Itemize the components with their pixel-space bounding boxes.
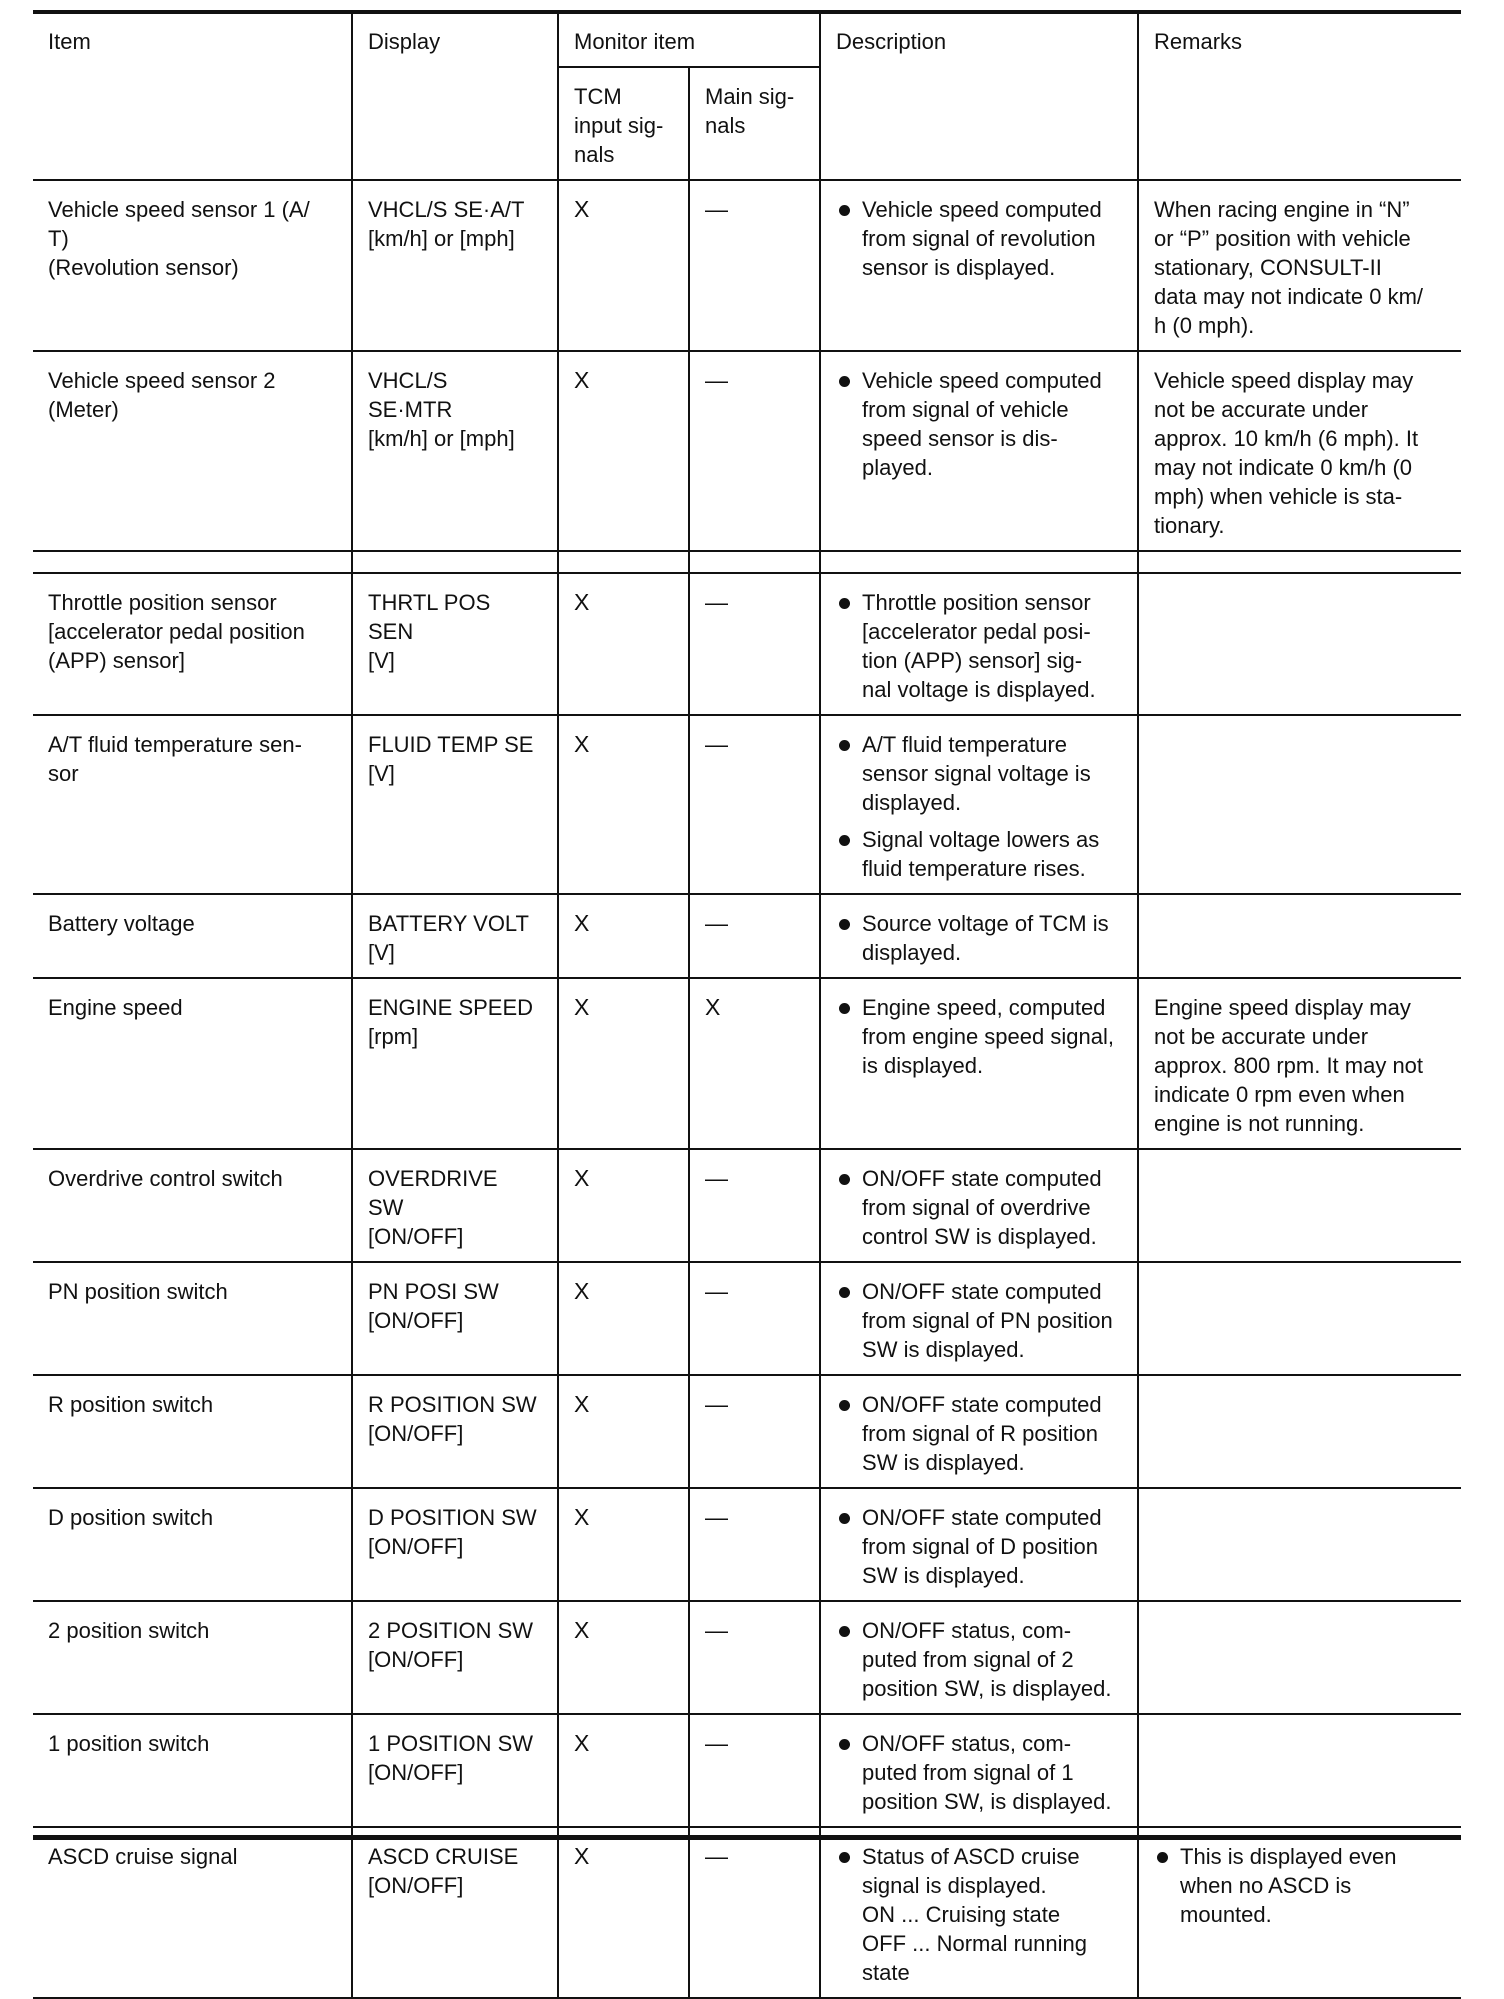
tcm-input-value: X bbox=[574, 1504, 590, 1530]
tcm-input-mark bbox=[558, 1375, 689, 1488]
main-signal-value: — bbox=[705, 589, 728, 615]
remarks-cell: When racing engine in “N” or “P” position with vehicle stationary, CONSULT-II data may not indicate 0 km/ h (0 mph). bbox=[1138, 180, 1461, 351]
item-cell: ASCD cruise signal bbox=[33, 1827, 352, 1998]
header-remarks: Remarks bbox=[1138, 13, 1461, 180]
table-row bbox=[33, 1714, 1461, 1827]
table-row bbox=[33, 1827, 1461, 1998]
main-signal-mark bbox=[689, 573, 820, 715]
item-cell: 2 position switch bbox=[33, 1601, 352, 1714]
remarks-cell bbox=[1138, 715, 1461, 894]
table-header bbox=[33, 13, 1461, 180]
main-signal-mark bbox=[689, 1375, 820, 1488]
display-cell: R POSITION SW [ON/OFF] bbox=[352, 1375, 558, 1488]
description-bullet: ON/OFF state computed from signal of PN position SW is displayed. bbox=[836, 1277, 1123, 1364]
description-cell bbox=[820, 1262, 1138, 1375]
description-cell bbox=[820, 1375, 1138, 1488]
tcm-input-value: X bbox=[574, 196, 590, 222]
tcm-input-value: X bbox=[574, 910, 590, 936]
display-cell: VHCL/S SE·A/T [km/h] or [mph] bbox=[352, 180, 558, 351]
tcm-input-value: X bbox=[574, 1617, 590, 1643]
remarks-cell bbox=[1138, 1601, 1461, 1714]
item-cell: D position switch bbox=[33, 1488, 352, 1601]
display-cell: OVERDRIVE SW [ON/OFF] bbox=[352, 1149, 558, 1262]
item-cell: Vehicle speed sensor 2 (Meter) bbox=[33, 351, 352, 551]
header-main-signals: Main sig- nals bbox=[689, 67, 820, 180]
tcm-input-mark bbox=[558, 1601, 689, 1714]
main-signal-mark bbox=[689, 1714, 820, 1827]
header-display: Display bbox=[352, 13, 558, 180]
tcm-input-mark bbox=[558, 1488, 689, 1601]
description-cell bbox=[820, 894, 1138, 978]
main-signal-value: — bbox=[705, 1165, 728, 1191]
main-signal-value: — bbox=[705, 367, 728, 393]
main-signal-mark bbox=[689, 180, 820, 351]
main-signal-value: — bbox=[705, 1278, 728, 1304]
tcm-input-value: X bbox=[574, 1730, 590, 1756]
item-cell: R position switch bbox=[33, 1375, 352, 1488]
remarks-cell bbox=[1138, 1488, 1461, 1601]
table-row bbox=[33, 180, 1461, 351]
tcm-input-mark bbox=[558, 894, 689, 978]
description-cell bbox=[820, 573, 1138, 715]
table-row bbox=[33, 1488, 1461, 1601]
description-bullet: Engine speed, computed from engine speed signal, is displayed. bbox=[836, 993, 1123, 1080]
main-signal-value: — bbox=[705, 1504, 728, 1530]
description-list bbox=[836, 195, 1123, 282]
item-cell: PN position switch bbox=[33, 1262, 352, 1375]
main-signal-mark bbox=[689, 1262, 820, 1375]
description-list bbox=[836, 730, 1123, 883]
table-row bbox=[33, 978, 1461, 1149]
tcm-input-mark bbox=[558, 573, 689, 715]
main-signal-value: — bbox=[705, 196, 728, 222]
description-cell bbox=[820, 1149, 1138, 1262]
item-cell: Overdrive control switch bbox=[33, 1149, 352, 1262]
remarks-list bbox=[1154, 1842, 1447, 1929]
display-cell: D POSITION SW [ON/OFF] bbox=[352, 1488, 558, 1601]
table-row bbox=[33, 1149, 1461, 1262]
header-item: Item bbox=[33, 13, 352, 180]
tcm-input-value: X bbox=[574, 1278, 590, 1304]
description-bullet: Source voltage of TCM is displayed. bbox=[836, 909, 1123, 967]
description-list bbox=[836, 909, 1123, 967]
description-list bbox=[836, 1503, 1123, 1590]
description-cell bbox=[820, 351, 1138, 551]
remarks-cell bbox=[1138, 1262, 1461, 1375]
spacer-cell bbox=[820, 551, 1138, 573]
description-bullet: A/T fluid temperature sensor signal voltage is displayed. bbox=[836, 730, 1123, 817]
table-row bbox=[33, 573, 1461, 715]
tcm-input-value: X bbox=[574, 1391, 590, 1417]
tcm-input-value: X bbox=[574, 994, 590, 1020]
table-row bbox=[33, 1375, 1461, 1488]
tcm-input-mark bbox=[558, 180, 689, 351]
description-list bbox=[836, 993, 1123, 1080]
tcm-input-value: X bbox=[574, 1843, 590, 1869]
header-monitor-item: Monitor item bbox=[558, 13, 820, 67]
main-signal-value: — bbox=[705, 1843, 728, 1869]
tcm-input-mark bbox=[558, 1827, 689, 1998]
item-cell: 1 position switch bbox=[33, 1714, 352, 1827]
spacer-cell bbox=[1138, 551, 1461, 573]
description-list bbox=[836, 366, 1123, 482]
tcm-input-value: X bbox=[574, 367, 590, 393]
description-bullet: Vehicle speed computed from signal of revolution sensor is displayed. bbox=[836, 195, 1123, 282]
item-cell: Engine speed bbox=[33, 978, 352, 1149]
description-list bbox=[836, 1277, 1123, 1364]
remarks-cell bbox=[1138, 1149, 1461, 1262]
description-cell bbox=[820, 1714, 1138, 1827]
description-list bbox=[836, 1164, 1123, 1251]
display-cell: THRTL POS SEN [V] bbox=[352, 573, 558, 715]
remarks-cell: Engine speed display may not be accurate under approx. 800 rpm. It may not indicate 0 rpm even when engine is not running. bbox=[1138, 978, 1461, 1149]
tcm-input-value: X bbox=[574, 589, 590, 615]
remarks-cell bbox=[1138, 1375, 1461, 1488]
main-signal-value: — bbox=[705, 1617, 728, 1643]
main-signal-value: — bbox=[705, 910, 728, 936]
table-bottom-rule bbox=[33, 1835, 1461, 1840]
description-list bbox=[836, 1842, 1123, 1987]
main-signal-mark bbox=[689, 1601, 820, 1714]
display-cell: ASCD CRUISE [ON/OFF] bbox=[352, 1827, 558, 1998]
main-signal-mark bbox=[689, 978, 820, 1149]
display-cell: PN POSI SW [ON/OFF] bbox=[352, 1262, 558, 1375]
description-bullet: ON/OFF status, com- puted from signal of 2 position SW, is displayed. bbox=[836, 1616, 1123, 1703]
display-cell: BATTERY VOLT [V] bbox=[352, 894, 558, 978]
main-signal-mark bbox=[689, 1488, 820, 1601]
item-cell: Throttle position sensor [accelerator pedal position (APP) sensor] bbox=[33, 573, 352, 715]
spacer-cell bbox=[689, 551, 820, 573]
description-cell bbox=[820, 715, 1138, 894]
display-cell: ENGINE SPEED [rpm] bbox=[352, 978, 558, 1149]
remarks-cell bbox=[1138, 1714, 1461, 1827]
remarks-cell bbox=[1138, 1827, 1461, 1998]
main-signal-mark bbox=[689, 1149, 820, 1262]
tcm-input-value: X bbox=[574, 1165, 590, 1191]
description-bullet: Signal voltage lowers as fluid temperature rises. bbox=[836, 825, 1123, 883]
tcm-input-mark bbox=[558, 1714, 689, 1827]
display-cell: 1 POSITION SW [ON/OFF] bbox=[352, 1714, 558, 1827]
header-description: Description bbox=[820, 13, 1138, 180]
table-row bbox=[33, 351, 1461, 551]
tcm-input-mark bbox=[558, 978, 689, 1149]
description-bullet: Throttle position sensor [accelerator pedal posi- tion (APP) sensor] sig- nal voltage is displayed. bbox=[836, 588, 1123, 704]
table-body bbox=[33, 180, 1461, 1998]
monitor-item-table bbox=[33, 13, 1461, 1999]
main-signal-mark bbox=[689, 351, 820, 551]
main-signal-value: X bbox=[705, 994, 721, 1020]
main-signal-mark bbox=[689, 715, 820, 894]
description-cell bbox=[820, 978, 1138, 1149]
description-list bbox=[836, 1616, 1123, 1703]
remarks-cell: Vehicle speed display may not be accurate under approx. 10 km/h (6 mph). It may not indicate 0 km/h (0 mph) when vehicle is sta- tionary. bbox=[1138, 351, 1461, 551]
description-bullet: ON/OFF state computed from signal of overdrive control SW is displayed. bbox=[836, 1164, 1123, 1251]
description-cell bbox=[820, 180, 1138, 351]
description-cell bbox=[820, 1488, 1138, 1601]
tcm-input-mark bbox=[558, 715, 689, 894]
main-signal-value: — bbox=[705, 1391, 728, 1417]
item-cell: Battery voltage bbox=[33, 894, 352, 978]
description-cell bbox=[820, 1827, 1138, 1998]
description-bullet: ON/OFF state computed from signal of D position SW is displayed. bbox=[836, 1503, 1123, 1590]
item-cell: Vehicle speed sensor 1 (A/ T) (Revolution sensor) bbox=[33, 180, 352, 351]
tcm-input-value: X bbox=[574, 731, 590, 757]
description-bullet: Status of ASCD cruise signal is displayed. ON ... Cruising state OFF ... Normal running state bbox=[836, 1842, 1123, 1987]
display-cell: 2 POSITION SW [ON/OFF] bbox=[352, 1601, 558, 1714]
description-bullet: ON/OFF state computed from signal of R position SW is displayed. bbox=[836, 1390, 1123, 1477]
tcm-input-mark bbox=[558, 1262, 689, 1375]
tcm-input-mark bbox=[558, 1149, 689, 1262]
description-bullet: ON/OFF status, com- puted from signal of 1 position SW, is displayed. bbox=[836, 1729, 1123, 1816]
main-signal-mark bbox=[689, 1827, 820, 1998]
table-row bbox=[33, 715, 1461, 894]
table-row bbox=[33, 1262, 1461, 1375]
display-cell: VHCL/S SE·MTR [km/h] or [mph] bbox=[352, 351, 558, 551]
table-row bbox=[33, 894, 1461, 978]
header-tcm-input-signals: TCM input sig- nals bbox=[558, 67, 689, 180]
main-signal-mark bbox=[689, 894, 820, 978]
description-list bbox=[836, 588, 1123, 704]
spacer-row bbox=[33, 551, 1461, 573]
display-cell: FLUID TEMP SE [V] bbox=[352, 715, 558, 894]
remarks-bullet: This is displayed even when no ASCD is mounted. bbox=[1154, 1842, 1447, 1929]
spacer-cell bbox=[33, 551, 352, 573]
description-bullet: Vehicle speed computed from signal of vehicle speed sensor is dis- played. bbox=[836, 366, 1123, 482]
spacer-cell bbox=[558, 551, 689, 573]
remarks-cell bbox=[1138, 573, 1461, 715]
description-list bbox=[836, 1729, 1123, 1816]
main-signal-value: — bbox=[705, 1730, 728, 1756]
main-signal-value: — bbox=[705, 731, 728, 757]
tcm-input-mark bbox=[558, 351, 689, 551]
item-cell: A/T fluid temperature sen- sor bbox=[33, 715, 352, 894]
description-cell bbox=[820, 1601, 1138, 1714]
table-row bbox=[33, 1601, 1461, 1714]
remarks-cell bbox=[1138, 894, 1461, 978]
description-list bbox=[836, 1390, 1123, 1477]
spacer-cell bbox=[352, 551, 558, 573]
